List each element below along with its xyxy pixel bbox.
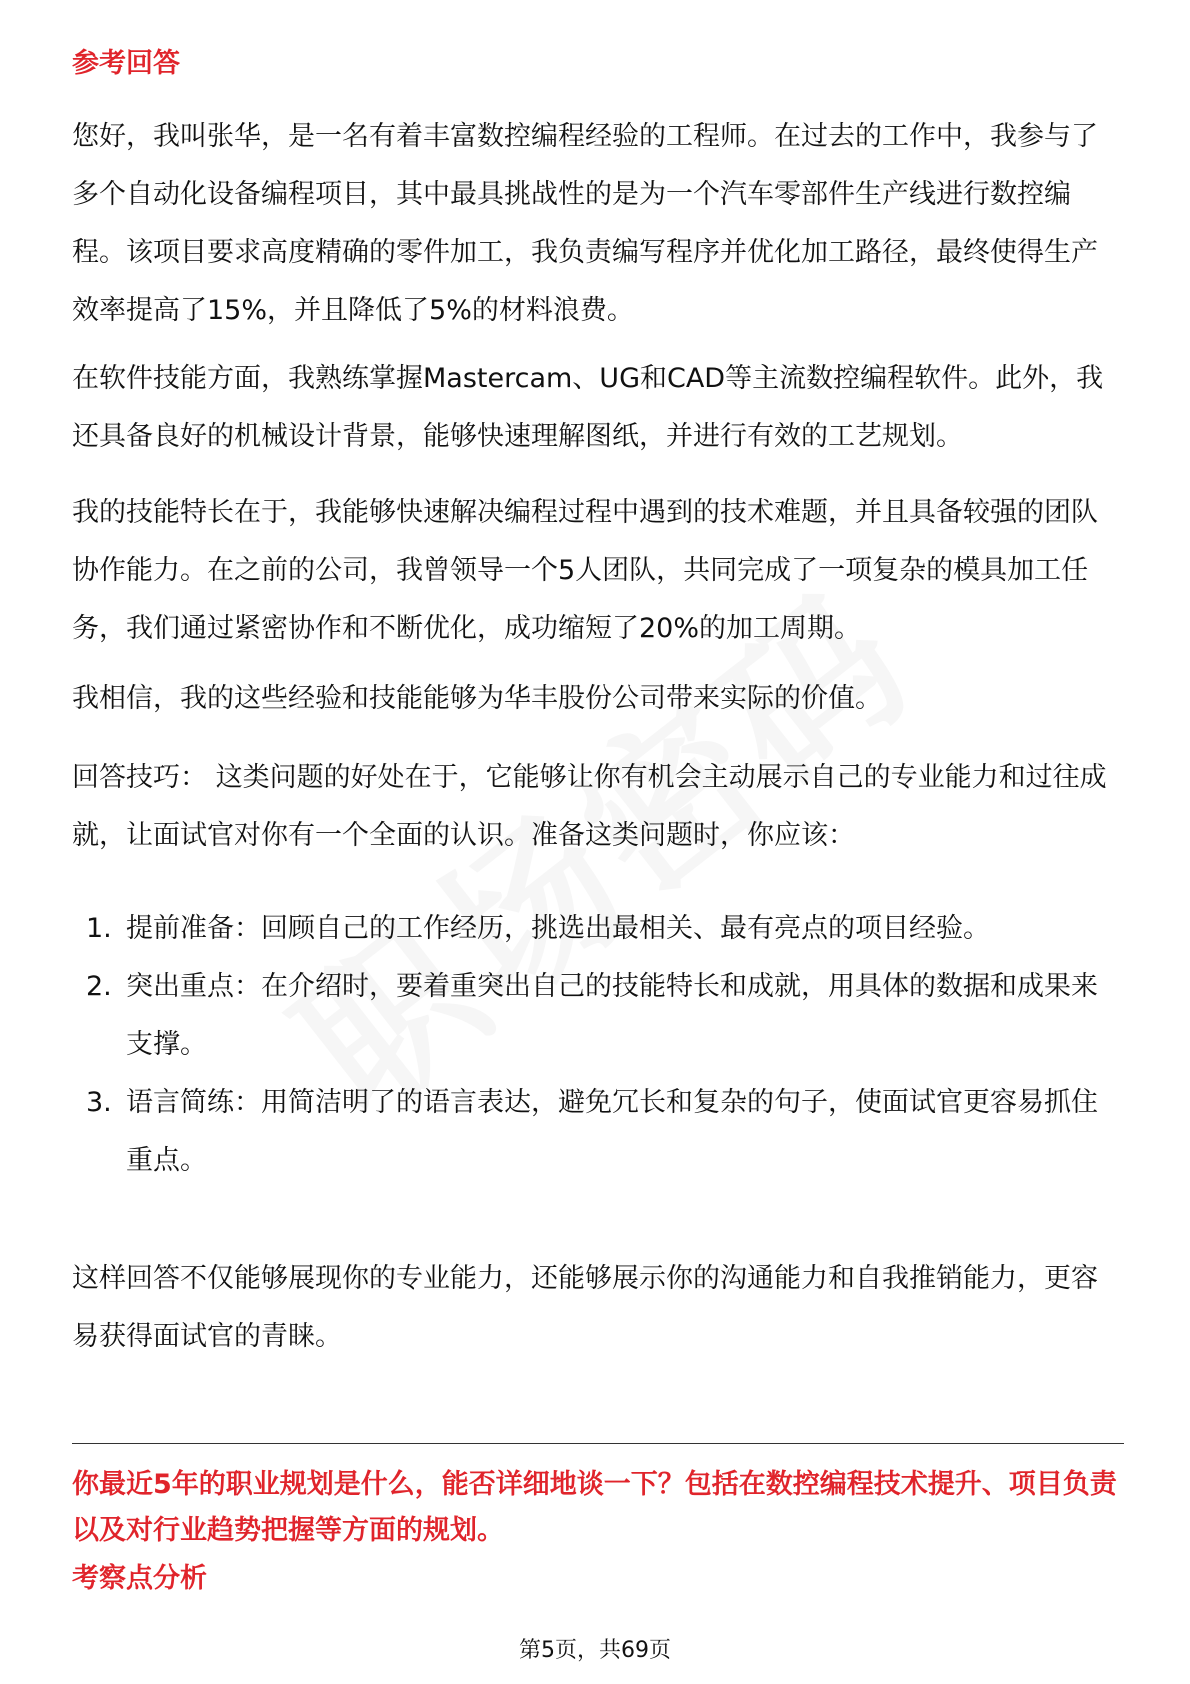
analysis-heading: 考察点分析 [72,1563,207,1594]
section-divider [72,1443,1124,1444]
answer-paragraph: 您好，我叫张华，是一名有着丰富数控编程经验的工程师。在过去的工作中，我参与了多个自动化设备编程项目，其中最具挑战性的是为一个汽车零部件生产线进行数控编程。该项目要求高度精确的零件加工，我负责编写程序并优化加工路径，最终使得生产效率提高了15%，并且降低了5%的材料浪费。 [72,121,1098,326]
reference-answer-heading: 参考回答 [72,48,180,79]
answer-paragraph: 在软件技能方面，我熟练掌握Mastercam、UG和CAD等主流数控编程软件。此外，我还具备良好的机械设计背景，能够快速理解图纸，并进行有效的工艺规划。 [72,363,1104,452]
list-item-text: 提前准备：回顾自己的工作经历，挑选出最相关、最有亮点的项目经验。 [126,913,990,944]
list-number: 2. [86,971,112,1002]
list-item-text: 语言简练：用简洁明了的语言表达，避免冗长和复杂的句子，使面试官更容易抓住重点。 [126,1087,1098,1176]
list-number: 1. [86,913,112,944]
answer-paragraph: 我的技能特长在于，我能够快速解决编程过程中遇到的技术难题，并且具备较强的团队协作能力。在之前的公司，我曾领导一个5人团队，共同完成了一项复杂的模具加工任务，我们通过紧密协作和不断优化，成功缩短了20%的加工周期。 [72,497,1098,644]
tips-list [72,900,1122,1190]
tips-conclusion: 这样回答不仅能够展现你的专业能力，还能够展示你的沟通能力和自我推销能力，更容易获得面试官的青睐。 [72,1263,1098,1352]
list-item [72,900,1122,958]
tips-intro: 回答技巧： 这类问题的好处在于，它能够让你有机会主动展示自己的专业能力和过往成就，让面试官对你有一个全面的认识。准备这类问题时，你应该： [72,762,1107,851]
answer-paragraph: 我相信，我的这些经验和技能能够为华丰股份公司带来实际的价值。 [72,683,882,714]
list-item-text: 突出重点：在介绍时，要着重突出自己的技能特长和成就，用具体的数据和成果来支撑。 [126,971,1098,1060]
next-question: 你最近5年的职业规划是什么，能否详细地谈一下？包括在数控编程技术提升、项目负责以及对行业趋势把握等方面的规划。 [72,1469,1117,1546]
list-item [72,958,1122,1074]
list-number: 3. [86,1087,112,1118]
list-item [72,1074,1122,1190]
page-number: 第5页，共69页 [519,1638,671,1663]
